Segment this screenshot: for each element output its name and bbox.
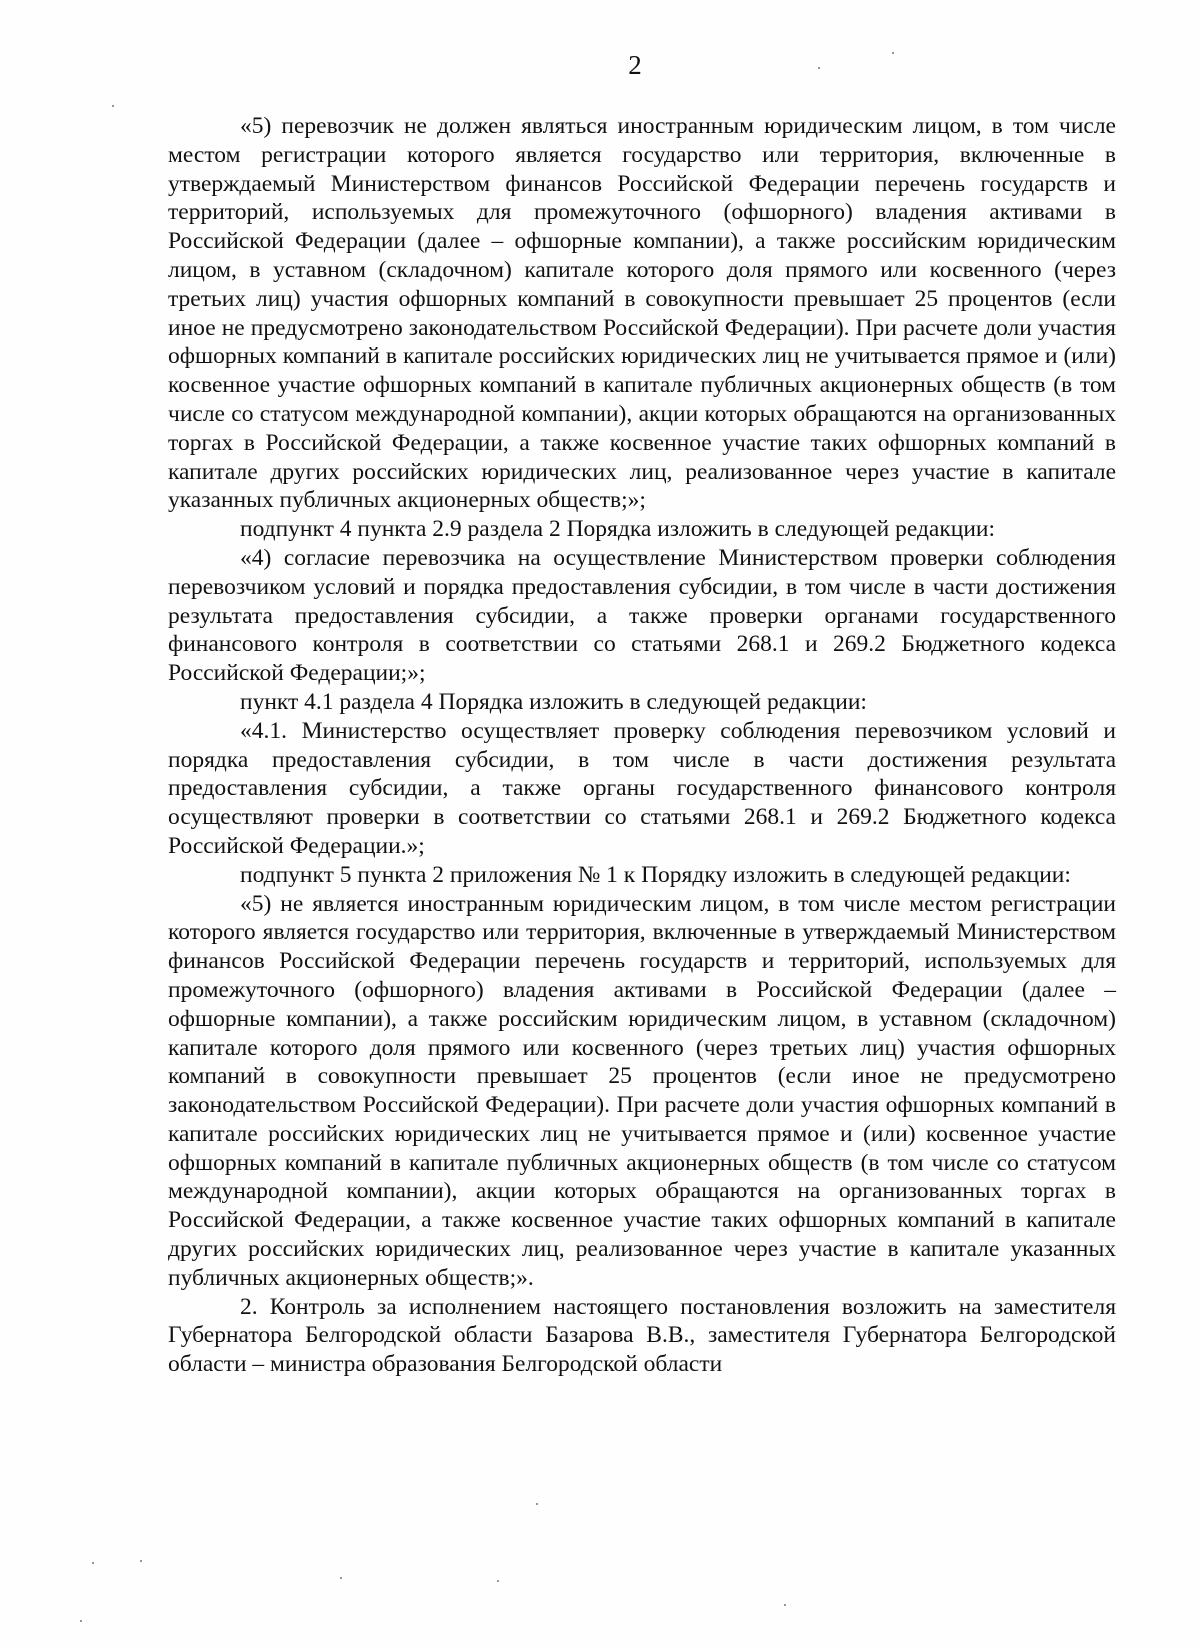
scan-speck xyxy=(112,105,114,107)
scan-speck xyxy=(140,1560,142,1562)
scan-speck xyxy=(80,1620,82,1622)
scan-speck xyxy=(892,52,894,54)
scan-speck xyxy=(497,1580,499,1582)
document-body xyxy=(168,112,1116,1379)
scan-speck xyxy=(92,1562,94,1564)
paragraph-clause-4-1-text: «4.1. Министерство осуществляет проверку соблюдения перевозчиком условий и порядка предоставления субсидии, в том числе в части достижения результата предоставления субсидии, а также органы государственного финансового контроля осуществляют проверки в соответствии со статьями 268.1 и 269.2 Бюджетного кодекса Российской Федерации.»; xyxy=(168,717,1116,859)
paragraph-clause-4-1-instruction: пункт 4.1 раздела 4 Порядка изложить в следующей редакции: xyxy=(240,688,867,715)
paragraph-subclause-4-instruction: подпункт 4 пункта 2.9 раздела 2 Порядка изложить в следующей редакции: xyxy=(240,516,996,543)
scan-speck xyxy=(818,67,820,69)
paragraph-control-clause: 2. Контроль за исполнением настоящего постановления возложить на заместителя Губернатора Белгородской области Базарова В.В., заместителя Губернатора Белгородской области – министра образования Белгородской области xyxy=(168,1293,1116,1378)
paragraph-appendix-instruction: подпункт 5 пункта 2 приложения № 1 к Порядку изложить в следующей редакции: xyxy=(240,861,1071,888)
scan-speck xyxy=(536,1503,538,1505)
paragraph-appendix-offshore-clause: «5) не является иностранным юридическим лицом, в том числе местом регистрации которого является государство или территория, включенные в утверждаемый Министерством финансов Российской Федерации перечень государств и территорий, используемых для промежуточного (офшорного) владения активами в Российской Федерации (далее – офшорные компании), а также российским юридическим лицом, в уставном (складочном) капитале которого доля прямого или косвенного (через третьих лиц) участия офшорных компаний в совокупности превышает 25 процентов (если иное не предусмотрено законодательством Российской Федерации). При расчете доли участия офшорных компаний в капитале российских юридических лиц не учитывается прямое и (или) косвенное участие офшорных компаний в капитале публичных акционерных обществ (в том числе со статусом международной компании), акции которых обращаются на организованных торгах в Российской Федерации, а также косвенное участие таких офшорных компаний в капитале других российских юридических лиц, реализованное через участие в капитале указанных публичных акционерных обществ;». xyxy=(168,890,1116,1291)
page-number: 2 xyxy=(628,50,642,80)
paragraph-offshore-carrier-clause: «5) перевозчик не должен являться иностранным юридическим лицом, в том числе местом регистрации которого является государство или территория, включенные в утверждаемый Министерством финансов Российской Федерации перечень государств и территорий, используемых для промежуточного (офшорного) владения активами в Российской Федерации (далее – офшорные компании), а также российским юридическим лицом, в уставном (складочном) капитале которого доля прямого или косвенного (через третьих лиц) участия офшорных компаний в совокупности превышает 25 процентов (если иное не предусмотрено законодательством Российской Федерации). При расчете доли участия офшорных компаний в капитале российских юридических лиц не учитывается прямое и (или) косвенное участие офшорных компаний в капитале публичных акционерных обществ (в том числе со статусом международной компании), акции которых обращаются на организованных торгах в Российской Федерации, а также косвенное участие таких офшорных компаний в капитале других российских юридических лиц, реализованное через участие в капитале указанных публичных акционерных обществ;»; xyxy=(168,113,1116,514)
scan-speck xyxy=(784,1604,786,1606)
scan-speck xyxy=(340,1577,342,1579)
paragraph-carrier-consent-clause: «4) согласие перевозчика на осуществление Министерством проверки соблюдения перевозчиком условий и порядка предоставления субсидии, в том числе в части достижения результата предоставления субсидии, а также проверки органами государственного финансового контроля в соответствии со статьями 268.1 и 269.2 Бюджетного кодекса Российской Федерации;»; xyxy=(168,544,1116,687)
